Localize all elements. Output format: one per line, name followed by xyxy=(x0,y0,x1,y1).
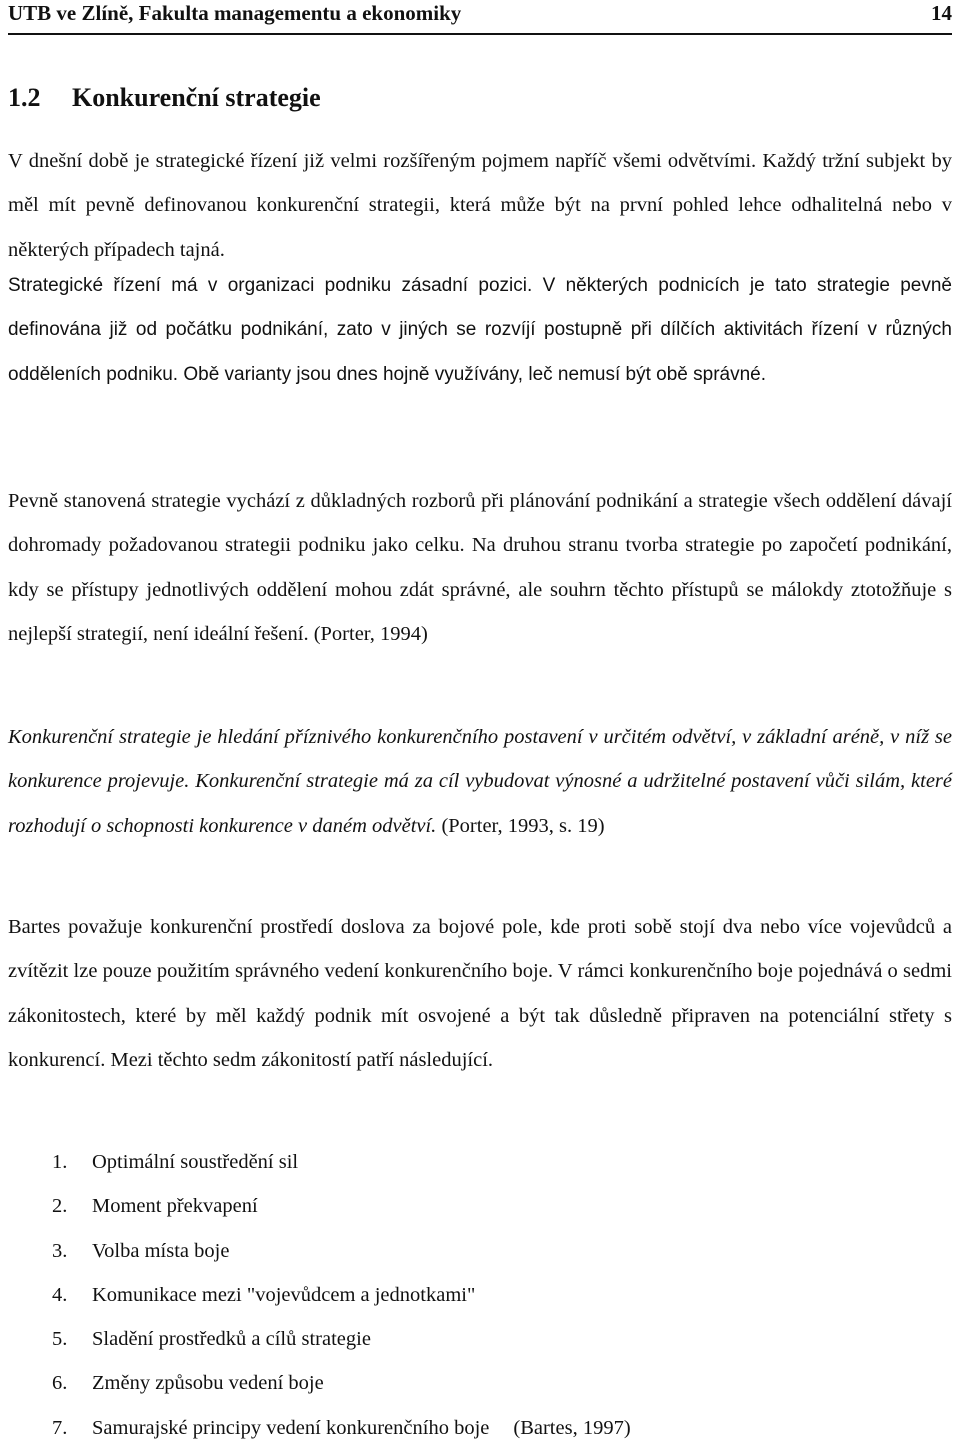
paragraph-2 xyxy=(8,264,952,397)
paragraph-3-text: Pevně stanovená strategie vychází z důkladných rozborů při plánování podnikání a strategie všech oddělení dávají dohromady požadovanou strategii podniku jako celku. Na druhou stranu tvorba strategie po započetí podnikání, kdy se přístupy jednotlivých oddělení mohou zdát správné, ale souhrn těchto přístupů se málokdy ztotožňuje s nejlepší strategií, není ideální řešení. (Porter, 1994) xyxy=(8,490,952,645)
paragraph-4-quote xyxy=(8,715,952,848)
list-citation: (Bartes, 1997) xyxy=(513,1416,631,1439)
paragraph-1 xyxy=(8,139,952,272)
paragraph-5-text: Bartes považuje konkurenční prostředí doslova za bojové pole, kde proti sobě stojí dva nebo více vojevůdců a zvítězit lze pouze použitím správného vedení konkurenčního boje. V rámci konkurenčního boje pojednává o sedmi zákonitostech, které by měl každý podnik mít osvojené a být tak důsledně připraven na potenciální střety s konkurencí. Mezi těchto sedm zákonitostí patří následující. xyxy=(8,916,952,1071)
paragraph-3 xyxy=(8,479,952,656)
quote-text: Konkurenční strategie je hledání příznivého konkurenčního postavení v určitém odvětví, v základní aréně, v níž se konkurence projevuje. Konkurenční strategie má za cíl vybudovat výnosné a udržitelné postavení vůči silám, které rozhodují o schopnosti konkurence v daném odvětví. xyxy=(8,726,952,837)
section-heading xyxy=(8,83,321,113)
section-title: Konkurenční strategie xyxy=(72,83,321,112)
list-item: 5. Sladění prostředků a cílů strategie xyxy=(52,1328,371,1351)
list-item: 4. Komunikace mezi "vojevůdcem a jednotkami" xyxy=(52,1283,476,1306)
running-header xyxy=(8,0,952,30)
paragraph-5 xyxy=(8,905,952,1082)
list-item: 1. Optimální soustředění sil xyxy=(52,1151,299,1173)
list-item: 3. Volba místa boje xyxy=(52,1239,230,1262)
paragraph-1-text: V dnešní době je strategické řízení již velmi rozšířeným pojmem napříč všemi odvětvími. Každý tržní subjekt by měl mít pevně definovanou konkurenční strategii, která může být na první pohled lehce odhalitelná nebo v některých případech tajná. xyxy=(8,150,952,261)
paragraph-2-text: Strategické řízení má v organizaci podniku zásadní pozici. V některých podnicích je tato strategie pevně definována již od počátku podnikání, zato v jiných se rozvíjí postupně při dílčích aktivitách řízení v různých odděleních podniku. Obě varianty jsou dnes hojně využívány, leč nemusí být obě správné. xyxy=(8,275,952,385)
header-institution: UTB ve Zlíně, Fakulta managementu a ekonomiky xyxy=(8,1,462,25)
list-item: 2. Moment překvapení xyxy=(52,1195,258,1218)
laws-list xyxy=(52,1140,631,1450)
header-rule xyxy=(8,33,952,35)
quote-citation: (Porter, 1993, s. 19) xyxy=(436,814,605,837)
section-number: 1.2 xyxy=(8,83,41,112)
page-number: 14 xyxy=(931,1,952,25)
list-item: 6. Změny způsobu vedení boje xyxy=(52,1372,324,1395)
list-item: 7. Samurajské principy vedení konkurenčního boje (Bartes, 1997) xyxy=(52,1416,631,1439)
